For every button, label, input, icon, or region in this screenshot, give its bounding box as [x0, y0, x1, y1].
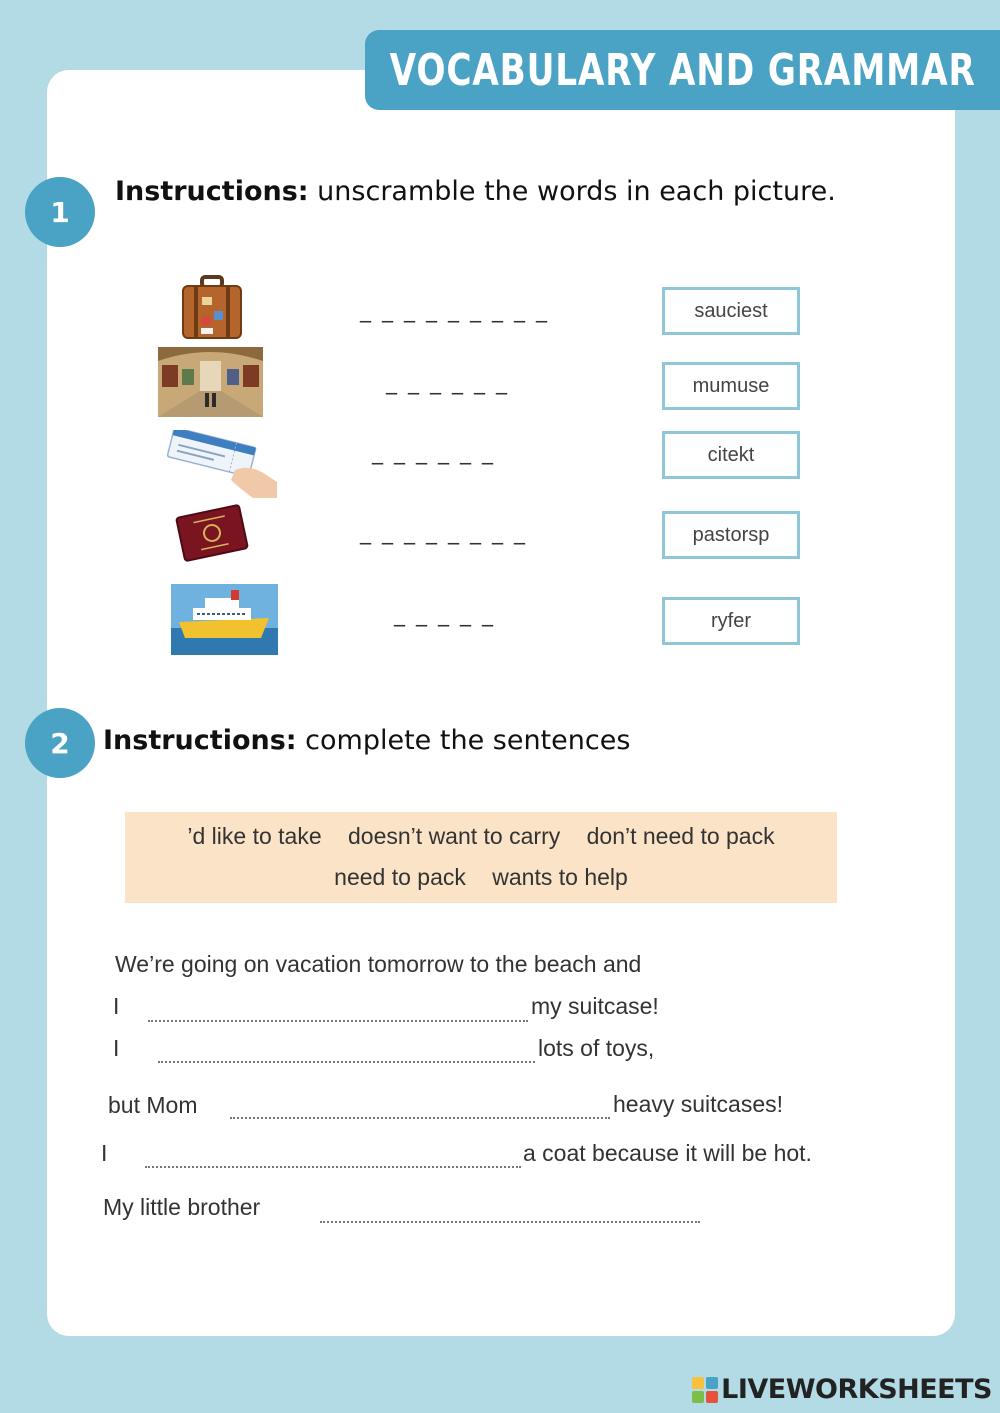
section-1-number: 1 — [25, 177, 95, 247]
section-2-instructions — [103, 725, 630, 756]
answer-dashes: _ _ _ _ _ — [394, 602, 495, 627]
scrambled-word-input[interactable] — [662, 597, 800, 645]
answer-dashes: _ _ _ _ _ _ _ _ _ — [360, 298, 549, 323]
scrambled-word-input[interactable] — [662, 362, 800, 410]
logo-icon — [692, 1377, 718, 1403]
suitcase-picture — [180, 275, 244, 341]
word-bank-item: ’d like to take — [187, 823, 322, 849]
scrambled-word-input[interactable] — [662, 287, 800, 335]
sentence-end: my suitcase! — [531, 993, 659, 1019]
instructions-text: complete the sentences — [296, 725, 631, 756]
sentence-end: a coat because it will be hot. — [523, 1140, 812, 1166]
answer-blank[interactable] — [158, 1035, 535, 1063]
word-bank-item: need to pack — [334, 864, 466, 890]
answer-dashes: _ _ _ _ _ _ _ _ — [360, 520, 527, 545]
section-2-number: 2 — [25, 708, 95, 778]
sentence-start: My little brother — [103, 1194, 261, 1220]
answer-dashes: _ _ _ _ _ _ — [386, 370, 509, 395]
word-bank — [125, 812, 837, 903]
answer-blank[interactable] — [320, 1195, 700, 1223]
answer-dashes: _ _ _ _ _ _ — [372, 440, 495, 465]
sentence-end: heavy suitcases! — [613, 1091, 784, 1117]
sentence-end: lots of toys, — [538, 1035, 655, 1061]
word-bank-item: wants to help — [492, 864, 628, 890]
story-intro: We’re going on vacation tomorrow to the beach and — [115, 951, 642, 977]
answer-blank[interactable] — [148, 994, 528, 1022]
section-1-instructions — [115, 176, 836, 207]
instructions-label: Instructions: — [103, 725, 297, 756]
word-bank-item: doesn’t want to carry — [348, 823, 561, 849]
sentence-start: I — [113, 993, 120, 1019]
sentence-start: but Mom — [108, 1092, 198, 1118]
scrambled-word-input[interactable] — [662, 431, 800, 479]
sentence-start: I — [113, 1035, 120, 1061]
ferry-picture — [171, 584, 278, 655]
brand-name: LIVEWORKSHEETS — [721, 1374, 992, 1405]
title-banner — [365, 30, 1000, 110]
instructions-text: unscramble the words in each picture. — [308, 176, 836, 207]
page-title: VOCABULARY AND GRAMMAR — [389, 44, 976, 96]
museum-picture — [158, 347, 263, 417]
ticket-picture — [165, 430, 277, 498]
passport-picture — [168, 503, 256, 563]
instructions-label: Instructions: — [115, 176, 309, 207]
sentence-start: I — [101, 1140, 108, 1166]
word-bank-item: don’t need to pack — [586, 823, 775, 849]
answer-blank[interactable] — [230, 1091, 610, 1119]
liveworksheets-logo — [692, 1374, 992, 1405]
scrambled-word-input[interactable] — [662, 511, 800, 559]
answer-blank[interactable] — [145, 1140, 521, 1168]
